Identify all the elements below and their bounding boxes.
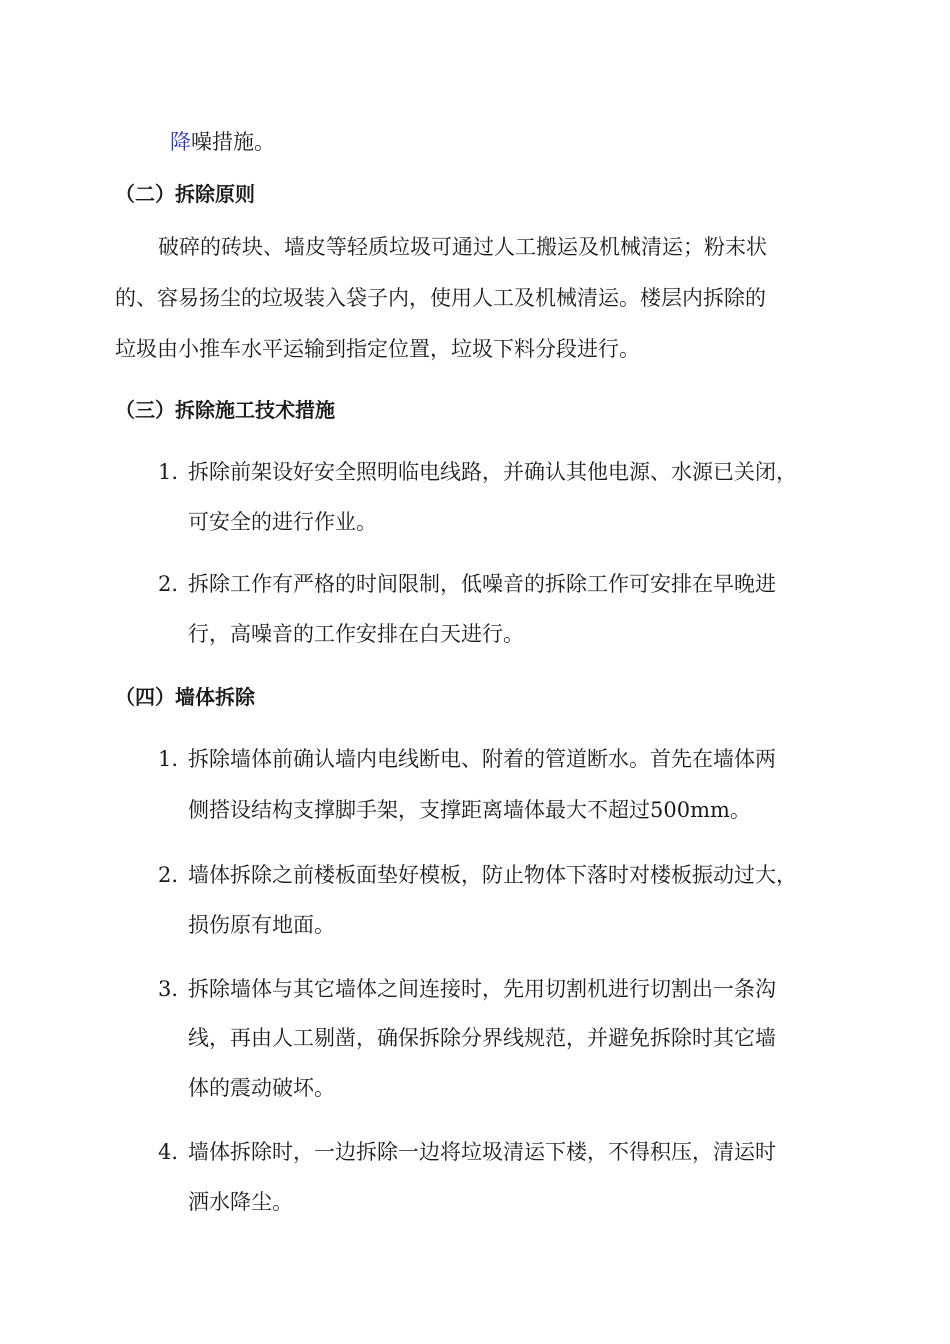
paragraph-line: 破碎的砖块、墙皮等轻质垃圾可通过人工搬运及机械清运；粉末状 bbox=[158, 235, 767, 259]
list-item-line: 拆除墙体前确认墙内电线断电、附着的管道断水。首先在墙体两 bbox=[188, 747, 776, 771]
paragraph-line: 垃圾由小推车水平运输到指定位置，垃圾下料分段进行。 bbox=[115, 337, 640, 361]
intro-lead-char: 降 bbox=[170, 130, 191, 154]
section-heading-4: （四）墙体拆除 bbox=[115, 685, 255, 709]
intro-rest: 噪措施。 bbox=[191, 130, 275, 154]
list-item-line: 墙体拆除时，一边拆除一边将垃圾清运下楼，不得积压，清运时 bbox=[188, 1140, 776, 1164]
list-item-line: 体的震动破坏。 bbox=[188, 1076, 335, 1100]
list-item-line: 洒水降尘。 bbox=[188, 1190, 293, 1214]
list-item-line: 拆除前架设好安全照明临电线路，并确认其他电源、水源已关闭， bbox=[188, 460, 797, 484]
section-heading-3: （三）拆除施工技术措施 bbox=[115, 398, 335, 422]
list-item-line: 拆除工作有严格的时间限制，低噪音的拆除工作可安排在早晚进 bbox=[188, 572, 776, 596]
intro-line bbox=[170, 129, 275, 155]
list-item-line: 损伤原有地面。 bbox=[188, 913, 335, 937]
section-heading-2: （二）拆除原则 bbox=[115, 182, 255, 206]
list-item-line: 行，高噪音的工作安排在白天进行。 bbox=[188, 622, 524, 646]
list-item-line: 可安全的进行作业。 bbox=[188, 510, 377, 534]
list-item-number: 2. bbox=[158, 572, 179, 596]
list-item-number: 3. bbox=[158, 977, 179, 1001]
list-item-number: 1. bbox=[158, 460, 179, 484]
list-item-number: 1. bbox=[158, 747, 179, 771]
list-item-number: 2. bbox=[158, 863, 179, 887]
list-item-number: 4. bbox=[158, 1140, 179, 1164]
paragraph-line: 的、容易扬尘的垃圾装入袋子内，使用人工及机械清运。楼层内拆除的 bbox=[115, 286, 766, 310]
list-item-line: 侧搭设结构支撑脚手架，支撑距离墙体最大不超过500mm。 bbox=[188, 798, 751, 822]
list-item-line: 线，再由人工剔凿，确保拆除分界线规范，并避免拆除时其它墙 bbox=[188, 1026, 776, 1050]
list-item-line: 拆除墙体与其它墙体之间连接时，先用切割机进行切割出一条沟 bbox=[188, 977, 776, 1001]
list-item-line: 墙体拆除之前楼板面垫好模板，防止物体下落时对楼板振动过大， bbox=[188, 863, 797, 887]
